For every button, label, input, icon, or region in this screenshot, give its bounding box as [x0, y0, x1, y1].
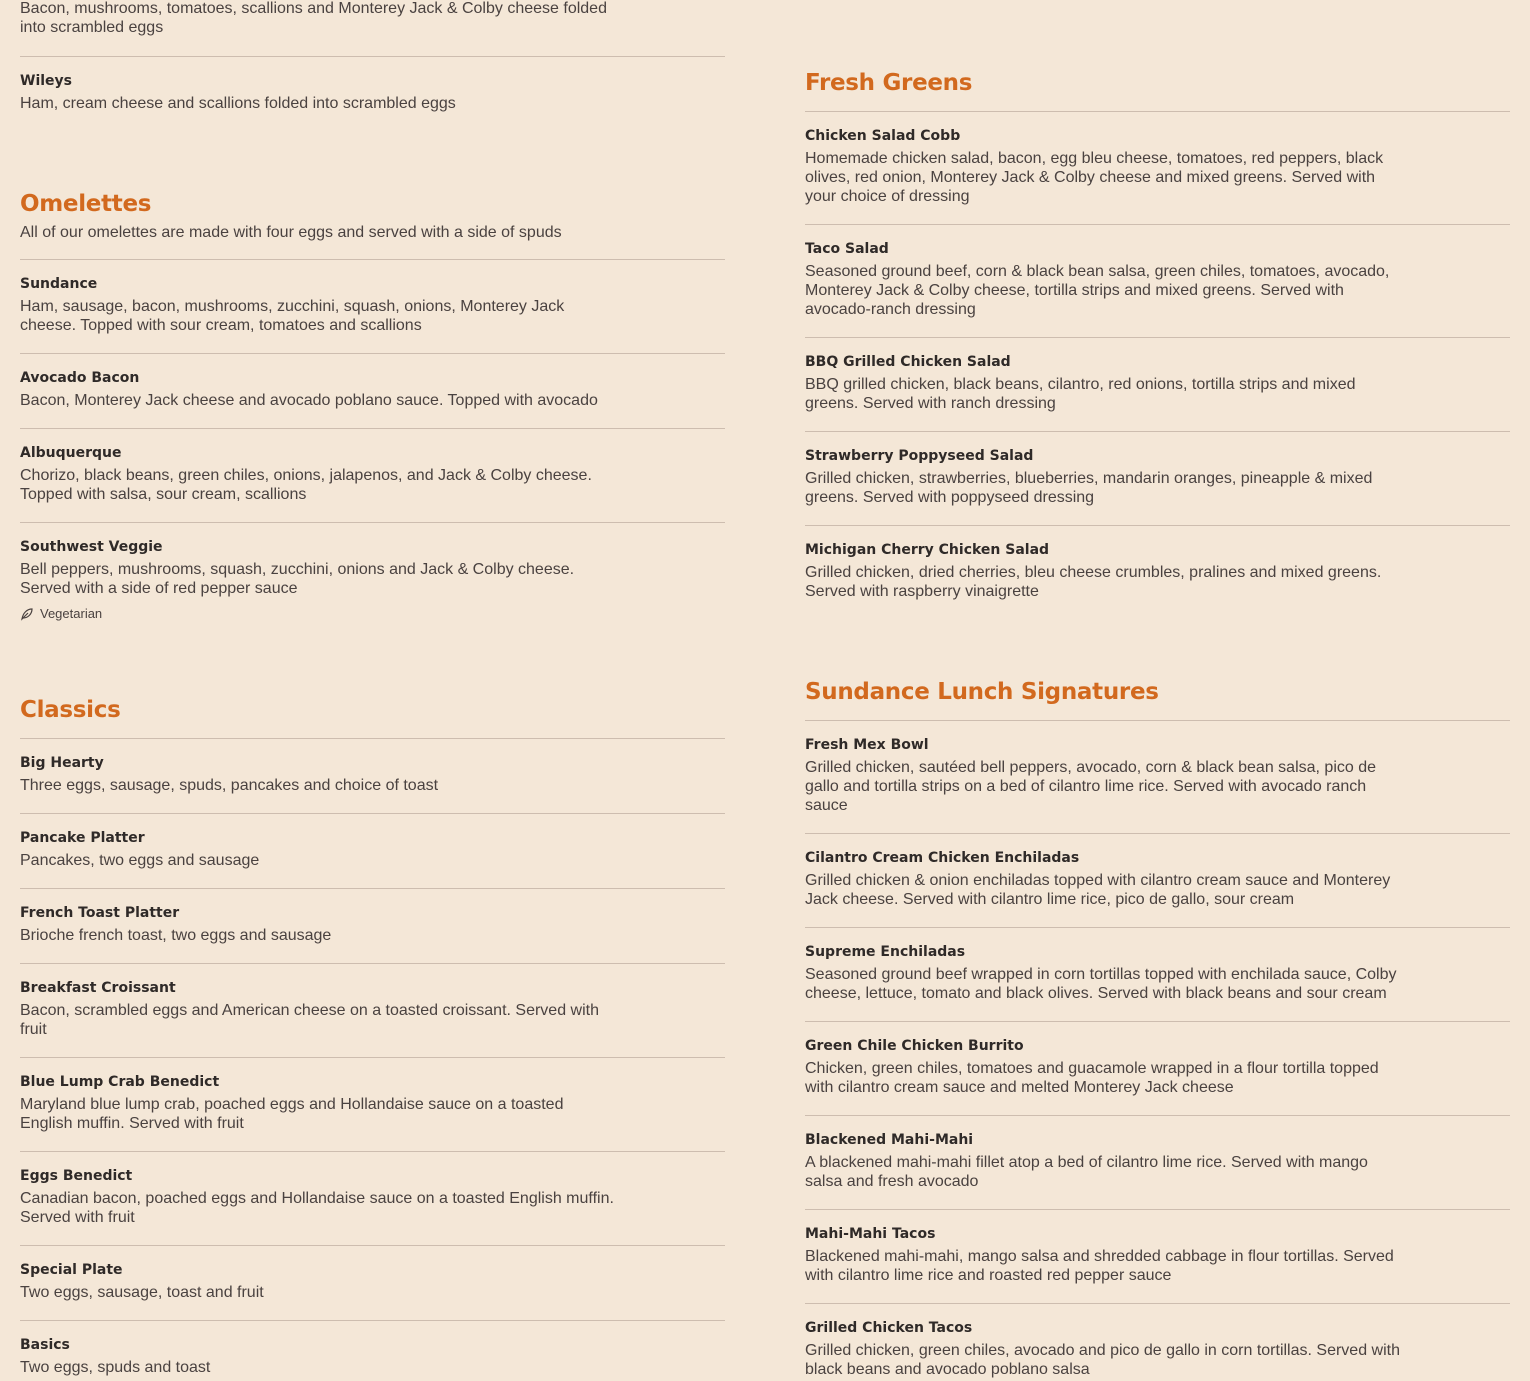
item-description: Bacon, scrambled eggs and American cheese on a toasted croissant. Served with fruit — [20, 1002, 599, 1038]
item-name: Pancake Platter — [20, 830, 145, 846]
item-description: Chorizo, black beans, green chiles, onions, jalapenos, and Jack & Colby cheese. Topped with salsa, sour cream, scallions — [20, 467, 592, 503]
item-description: Ham, sausage, bacon, mushrooms, zucchini, squash, onions, Monterey Jack cheese. Topped with sour cream, tomatoes and scallions — [20, 298, 565, 334]
item-description: Grilled chicken & onion enchiladas topped with cilantro cream sauce and Monterey Jack cheese. Served with cilantro lime rice, pico de gallo, sour cream — [805, 872, 1391, 908]
divider — [20, 963, 725, 964]
item-description: Canadian bacon, poached eggs and Hollandaise sauce on a toasted English muffin. Served with fruit — [20, 1190, 614, 1226]
section-title-lunch-signatures: Sundance Lunch Signatures — [805, 679, 1159, 705]
item-description: Brioche french toast, two eggs and sausage — [20, 927, 332, 944]
divider — [20, 56, 725, 57]
item-name: Sundance — [20, 276, 98, 292]
item-name: Cilantro Cream Chicken Enchiladas — [805, 850, 1080, 866]
item-name: Blackened Mahi-Mahi — [805, 1132, 974, 1148]
divider — [805, 927, 1510, 928]
menu-item — [805, 1036, 1405, 1097]
item-description: BBQ grilled chicken, black beans, cilantro, red onions, tortilla strips and mixed greens. Served with ranch dressing — [805, 376, 1356, 412]
item-description: Bell peppers, mushrooms, squash, zucchini, onions and Jack & Colby cheese. Served with a side of red pepper sauce — [20, 561, 575, 597]
item-description: Blackened mahi-mahi, mango salsa and shredded cabbage in flour tortillas. Served with cilantro lime rice and roasted red pepper sauce — [805, 1248, 1394, 1284]
menu-item — [20, 537, 620, 621]
divider — [805, 525, 1510, 526]
divider — [805, 1303, 1510, 1304]
divider — [20, 813, 725, 814]
section-intro: All of our omelettes are made with four eggs and served with a side of spuds — [20, 224, 562, 241]
divider — [805, 337, 1510, 338]
item-name: Taco Salad — [805, 241, 889, 257]
item-name: Breakfast Croissant — [20, 980, 176, 996]
menu-item — [20, 368, 620, 410]
divider — [805, 1115, 1510, 1116]
item-description: Grilled chicken, dried cherries, bleu cheese crumbles, pralines and mixed greens. Served with raspberry vinaigrette — [805, 564, 1382, 600]
divider — [805, 1209, 1510, 1210]
divider — [805, 720, 1510, 721]
item-name: Eggs Benedict — [20, 1168, 133, 1184]
menu-item — [805, 446, 1405, 507]
menu-item — [20, 1072, 620, 1133]
menu-item — [805, 1130, 1405, 1191]
section-title-omelettes: Omelettes — [20, 191, 152, 217]
divider — [20, 353, 725, 354]
divider — [805, 833, 1510, 834]
menu-item — [805, 735, 1405, 815]
item-description: Seasoned ground beef, corn & black bean salsa, green chiles, tomatoes, avocado, Monterey Jack & Colby cheese, tortilla strips and mixed greens. Served with avocado-ranch dressing — [805, 263, 1390, 318]
menu-item — [20, 274, 620, 335]
item-name: Southwest Veggie — [20, 539, 163, 555]
item-description: Maryland blue lump crab, poached eggs and Hollandaise sauce on a toasted English muffin. Served with fruit — [20, 1096, 564, 1132]
section-title-classics: Classics — [20, 697, 121, 723]
item-name: BBQ Grilled Chicken Salad — [805, 354, 1011, 370]
item-description: Homemade chicken salad, bacon, egg bleu cheese, tomatoes, red peppers, black olives, red onion, Monterey Jack & Colby cheese and mixed greens. Served with your choice of dressing — [805, 150, 1384, 205]
divider — [805, 111, 1510, 112]
divider — [805, 1021, 1510, 1022]
menu-item — [20, 0, 620, 37]
menu-item — [20, 443, 620, 504]
divider — [20, 1245, 725, 1246]
divider — [20, 259, 725, 260]
menu-item — [20, 903, 620, 945]
item-name: Avocado Bacon — [20, 370, 140, 386]
item-name: Big Hearty — [20, 755, 104, 771]
divider — [805, 224, 1510, 225]
menu-item — [805, 942, 1405, 1003]
item-name: Wileys — [20, 73, 72, 89]
divider — [20, 1320, 725, 1321]
item-description: Two eggs, spuds and toast — [20, 1359, 211, 1376]
tag-label: Vegetarian — [40, 606, 103, 621]
item-name: French Toast Platter — [20, 905, 180, 921]
menu-item — [20, 1166, 620, 1227]
item-description: Ham, cream cheese and scallions folded into scrambled eggs — [20, 95, 456, 112]
menu-item — [805, 1224, 1405, 1285]
menu-item — [805, 540, 1405, 601]
menu-item — [805, 848, 1405, 909]
item-description: Bacon, Monterey Jack cheese and avocado poblano sauce. Topped with avocado — [20, 392, 598, 409]
item-name: Fresh Mex Bowl — [805, 737, 929, 753]
divider — [20, 888, 725, 889]
item-description: Grilled chicken, sautéed bell peppers, avocado, corn & black bean salsa, pico de gallo and tortilla strips on a bed of cilantro lime rice. Served with avocado ranch sauce — [805, 759, 1377, 814]
item-name: Chicken Salad Cobb — [805, 128, 961, 144]
item-name: Green Chile Chicken Burrito — [805, 1038, 1024, 1054]
menu-item — [805, 239, 1405, 319]
vegetarian-tag — [20, 606, 620, 621]
menu-item — [20, 1335, 620, 1377]
leaf-icon — [20, 607, 34, 621]
item-name: Strawberry Poppyseed Salad — [805, 448, 1034, 464]
divider — [805, 431, 1510, 432]
item-name: Michigan Cherry Chicken Salad — [805, 542, 1050, 558]
menu-item — [20, 978, 620, 1039]
item-description: Three eggs, sausage, spuds, pancakes and choice of toast — [20, 777, 439, 794]
menu-item — [805, 1318, 1405, 1379]
menu-item — [20, 753, 620, 795]
item-description: Bacon, mushrooms, tomatoes, scallions and Monterey Jack & Colby cheese folded into scrambled eggs — [20, 0, 607, 36]
item-name: Supreme Enchiladas — [805, 944, 966, 960]
item-name: Special Plate — [20, 1262, 123, 1278]
item-name: Basics — [20, 1337, 70, 1353]
divider — [20, 738, 725, 739]
divider — [20, 522, 725, 523]
item-description: Grilled chicken, strawberries, blueberries, mandarin oranges, pineapple & mixed greens. Served with poppyseed dressing — [805, 470, 1373, 506]
item-description: Chicken, green chiles, tomatoes and guacamole wrapped in a flour tortilla topped with cilantro cream sauce and melted Monterey Jack cheese — [805, 1060, 1379, 1096]
item-description: A blackened mahi-mahi fillet atop a bed of cilantro lime rice. Served with mango salsa and fresh avocado — [805, 1154, 1368, 1190]
item-description: Seasoned ground beef wrapped in corn tortillas topped with enchilada sauce, Colby cheese, lettuce, tomato and black olives. Served with black beans and sour cream — [805, 966, 1397, 1002]
menu-item — [20, 1260, 620, 1302]
item-name: Grilled Chicken Tacos — [805, 1320, 973, 1336]
menu-item — [20, 71, 620, 113]
item-description: Grilled chicken, green chiles, avocado and pico de gallo in corn tortillas. Served with black beans and avocado poblano salsa — [805, 1342, 1400, 1378]
item-name: Mahi-Mahi Tacos — [805, 1226, 936, 1242]
divider — [20, 1057, 725, 1058]
item-description: Pancakes, two eggs and sausage — [20, 852, 260, 869]
menu-item — [805, 352, 1405, 413]
section-title-fresh-greens: Fresh Greens — [805, 70, 973, 96]
item-description: Two eggs, sausage, toast and fruit — [20, 1284, 264, 1301]
item-name: Blue Lump Crab Benedict — [20, 1074, 220, 1090]
divider — [20, 428, 725, 429]
menu-item — [20, 828, 620, 870]
divider — [20, 1151, 725, 1152]
menu-item — [805, 126, 1405, 206]
item-name: Albuquerque — [20, 445, 122, 461]
